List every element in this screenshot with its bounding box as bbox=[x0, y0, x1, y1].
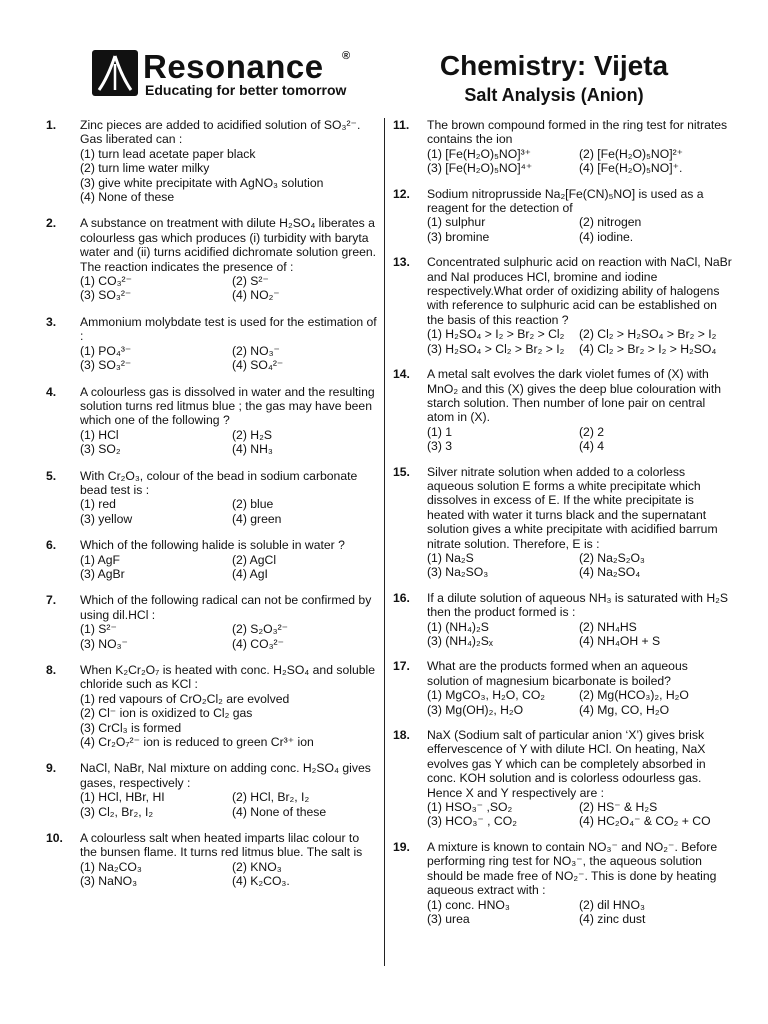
answer-option: (2) HS⁻ & H₂S bbox=[579, 800, 658, 815]
question-text: Ammonium molybdate test is used for the estimation of : bbox=[80, 314, 377, 344]
answer-option: (3) SO₃²⁻ bbox=[80, 288, 132, 303]
answer-option: (4) HC₂O₄⁻ & CO₂ + CO bbox=[579, 814, 711, 829]
answer-option: (4) Mg, CO, H₂O bbox=[579, 702, 670, 717]
answer-option: (2) NO₃⁻ bbox=[232, 343, 280, 358]
answer-option: (4) NH₄OH + S bbox=[579, 634, 661, 648]
answer-option: (2) Mg(HCO₃)₂, H₂O bbox=[579, 688, 689, 703]
question-number: 9. bbox=[46, 761, 57, 776]
answer-option: (2) nitrogen bbox=[579, 215, 642, 230]
answer-option: (3) AgBr bbox=[80, 566, 125, 581]
answer-option: (4) NH₃ bbox=[232, 442, 273, 457]
question-item bbox=[393, 255, 733, 356]
question-text: What are the products formed when an aqueous solution of magnesium bicarbonate is boiled? bbox=[427, 659, 688, 688]
answer-option: (2) H₂S bbox=[232, 427, 272, 442]
answer-option: (4) zinc dust bbox=[579, 911, 646, 926]
answer-option: (1) [Fe(H₂O)₅NO]³⁺ bbox=[427, 146, 532, 161]
answer-options bbox=[80, 860, 378, 889]
question-item bbox=[393, 465, 733, 580]
question-number: 8. bbox=[46, 663, 57, 677]
answer-option: (4) AgI bbox=[232, 566, 268, 581]
question-text: NaCl, NaBr, NaI mixture on adding conc. H₂SO₄ gives gases, respectively : bbox=[80, 761, 371, 790]
answer-option: (2) turn lime water milky bbox=[80, 161, 210, 176]
question-number: 6. bbox=[46, 538, 57, 553]
question-number: 12. bbox=[393, 186, 410, 201]
question-item bbox=[393, 367, 733, 453]
answer-option: (2) Cl⁻ ion is oxidized to Cl₂ gas bbox=[80, 706, 253, 721]
question-item bbox=[46, 216, 378, 302]
answer-option: (3) bromine bbox=[427, 229, 490, 244]
answer-option: (1) HCl bbox=[80, 427, 119, 442]
right-question-column bbox=[393, 118, 733, 937]
question-item bbox=[393, 659, 733, 717]
answer-option: (3) 3 bbox=[427, 439, 453, 454]
answer-option: (3) CrCl₃ is formed bbox=[80, 720, 182, 735]
answer-option: (2) AgCl bbox=[232, 552, 277, 567]
question-item bbox=[46, 663, 378, 749]
question-item bbox=[46, 118, 378, 204]
answer-option: (3) SO₂ bbox=[80, 442, 121, 457]
answer-option: (1) AgF bbox=[80, 552, 120, 567]
answer-option: (2) blue bbox=[232, 497, 274, 512]
resonance-logo-icon bbox=[92, 50, 138, 96]
question-text: With Cr₂O₃, colour of the bead in sodium carbonate bead test is : bbox=[80, 468, 358, 497]
column-divider bbox=[384, 118, 385, 966]
answer-option: (1) Na₂S bbox=[427, 550, 474, 565]
answer-option: (2) Cl₂ > H₂SO₄ > Br₂ > I₂ bbox=[579, 327, 717, 342]
answer-options bbox=[80, 790, 378, 819]
answer-option: (3) SO₃²⁻ bbox=[80, 358, 132, 373]
question-text: A colourless salt when heated imparts lilac colour to the bunsen flame. It turns red litmus blue. The salt is bbox=[80, 831, 363, 860]
page-header bbox=[0, 0, 768, 112]
answer-option: (1) MgCO₃, H₂O, CO₂ bbox=[427, 688, 546, 703]
answer-option: (1) CO₃²⁻ bbox=[80, 274, 133, 289]
answer-option: (1) HCl, HBr, HI bbox=[80, 790, 165, 805]
registered-mark: ® bbox=[342, 50, 351, 62]
answer-option: (3) [Fe(H₂O)₅NO]⁴⁺ bbox=[427, 161, 533, 176]
answer-option: (4) [Fe(H₂O)₅NO]⁺. bbox=[579, 161, 683, 176]
question-number: 18. bbox=[393, 728, 410, 743]
question-item bbox=[46, 469, 378, 527]
answer-options bbox=[427, 620, 733, 649]
answer-option: (1) 1 bbox=[427, 424, 453, 439]
answer-option: (4) CO₃²⁻ bbox=[232, 636, 285, 651]
answer-option: (2) dil HNO₃ bbox=[579, 897, 645, 912]
question-item bbox=[393, 187, 733, 245]
question-number: 10. bbox=[46, 831, 63, 846]
answer-option: (1) sulphur bbox=[427, 215, 486, 230]
answer-option: (4) iodine. bbox=[579, 229, 634, 244]
left-question-column bbox=[46, 118, 378, 901]
question-text: Zinc pieces are added to acidified solution of SO₃²⁻. Gas liberated can : bbox=[80, 118, 361, 147]
answer-option: (3) Mg(OH)₂, H₂O bbox=[427, 702, 524, 717]
answer-option: (3) HCO₃⁻ , CO₂ bbox=[427, 814, 517, 829]
question-number: 7. bbox=[46, 593, 57, 608]
question-item bbox=[46, 315, 378, 373]
question-text: If a dilute solution of aqueous NH₃ is saturated with H₂S then the product formed is : bbox=[427, 590, 728, 620]
answer-option: (3) urea bbox=[427, 911, 470, 926]
answer-options bbox=[80, 344, 378, 373]
answer-option: (4) Cl₂ > Br₂ > I₂ > H₂SO₄ bbox=[579, 341, 717, 356]
question-number: 2. bbox=[46, 216, 57, 231]
answer-option: (4) 4 bbox=[579, 439, 605, 454]
question-number: 1. bbox=[46, 118, 57, 132]
question-item bbox=[46, 831, 378, 889]
question-text: The brown compound formed in the ring test for nitrates contains the ion bbox=[427, 118, 728, 147]
answer-option: (2) [Fe(H₂O)₅NO]²⁺ bbox=[579, 146, 684, 161]
question-text: A mixture is known to contain NO₃⁻ and NO₂⁻. Before performing ring test for NO₃⁻, the aqueous solution should be made free of NO₂⁻. This is done by heating aqueous extract with : bbox=[427, 839, 718, 898]
answer-option: (3) yellow bbox=[80, 511, 133, 526]
answer-options bbox=[80, 497, 378, 526]
answer-option: (1) (NH₄)₂S bbox=[427, 619, 489, 634]
question-item bbox=[393, 591, 733, 649]
question-item bbox=[393, 118, 733, 176]
question-number: 5. bbox=[46, 468, 57, 483]
answer-options bbox=[80, 147, 378, 205]
answer-options bbox=[427, 800, 733, 829]
question-text: A substance on treatment with dilute H₂SO₄ liberates a colourless gas which produces (i) turbidity with baryta water and (ii) turns acidified dichromate solution green. The reaction indicates the presence of : bbox=[80, 216, 377, 274]
question-item bbox=[46, 761, 378, 819]
answer-options bbox=[427, 551, 733, 580]
answer-option: (1) turn lead acetate paper black bbox=[80, 146, 256, 161]
brand-tagline: Educating for better tomorrow bbox=[145, 82, 347, 98]
answer-option: (2) S₂O₃²⁻ bbox=[232, 622, 289, 637]
answer-option: (4) None of these bbox=[232, 804, 327, 819]
answer-option: (3) give white precipitate with AgNO₃ solution bbox=[80, 175, 324, 190]
question-text: Concentrated sulphuric acid on reaction with NaCl, NaBr and NaI produces HCl, bromine and iodine respectively.What order of oxidizing ability of halogens with reference to sulphuric acid can be established on the basis of this reaction ? bbox=[427, 255, 732, 327]
answer-option: (1) H₂SO₄ > I₂ > Br₂ > Cl₂ bbox=[427, 327, 565, 342]
answer-option: (3) NO₃⁻ bbox=[80, 636, 128, 651]
answer-option: (4) green bbox=[232, 511, 282, 526]
question-item bbox=[393, 728, 733, 829]
answer-option: (2) S²⁻ bbox=[232, 274, 269, 289]
answer-option: (4) SO₄²⁻ bbox=[232, 358, 284, 373]
answer-option: (4) K₂CO₃. bbox=[232, 874, 290, 889]
question-item bbox=[46, 593, 378, 651]
answer-option: (3) NaNO₃ bbox=[80, 874, 138, 889]
question-number: 3. bbox=[46, 314, 57, 329]
question-number: 13. bbox=[393, 255, 410, 270]
answer-options bbox=[427, 147, 733, 176]
answer-option: (1) PO₄³⁻ bbox=[80, 343, 132, 358]
question-text: Silver nitrate solution when added to a colorless aqueous solution E forms a white precipitate which dissolves in excess of E. If the white precipitate is heated with water it turns black and the supernatant solution gives a white precipitate with acidified barrum nitrate solution. Therefore, E is : bbox=[427, 464, 718, 551]
question-text: A colourless gas is dissolved in water and the resulting solution turns red litmus blue ; the gas may have been which one of the following ? bbox=[80, 384, 375, 428]
answer-option: (4) None of these bbox=[80, 190, 175, 205]
answer-options bbox=[427, 425, 733, 454]
answer-option: (4) NO₂⁻ bbox=[232, 288, 280, 303]
question-text: NaX (Sodium salt of particular anion ‘X’) gives brisk effervescence of Y with dilute HCl. On heating, NaX evolves gas Y which can be completely absorbed in conc. KOH solution and is colorless odourless gas. Hence X and Y respectively are : bbox=[427, 728, 706, 800]
answer-option: (1) conc. HNO₃ bbox=[427, 897, 510, 912]
answer-options bbox=[427, 215, 733, 244]
answer-options bbox=[427, 327, 733, 356]
question-number: 17. bbox=[393, 659, 410, 674]
answer-options bbox=[427, 688, 733, 717]
page-subtitle: Salt Analysis (Anion) bbox=[464, 85, 644, 105]
answer-option: (1) S²⁻ bbox=[80, 622, 117, 637]
answer-option: (3) (NH₄)₂Sₓ bbox=[427, 634, 493, 648]
answer-option: (2) Na₂S₂O₃ bbox=[579, 550, 645, 565]
answer-option: (2) KNO₃ bbox=[232, 859, 282, 874]
question-number: 11. bbox=[393, 118, 410, 132]
answer-options bbox=[80, 274, 378, 303]
question-text: Which of the following radical can not be confirmed by using dil.HCl : bbox=[80, 593, 372, 622]
answer-options bbox=[80, 428, 378, 457]
answer-option: (3) H₂SO₄ > Cl₂ > Br₂ > I₂ bbox=[427, 341, 565, 356]
question-text: When K₂Cr₂O₇ is heated with conc. H₂SO₄ and soluble chloride such as KCl : bbox=[80, 663, 375, 692]
question-text: Which of the following halide is soluble in water ? bbox=[80, 538, 345, 553]
question-item bbox=[393, 840, 733, 926]
answer-option: (3) Cl₂, Br₂, I₂ bbox=[80, 804, 154, 819]
question-item bbox=[46, 385, 378, 457]
answer-option: (1) HSO₃⁻ ,SO₂ bbox=[427, 800, 513, 815]
answer-options bbox=[80, 692, 378, 750]
answer-options bbox=[80, 622, 378, 651]
answer-option: (4) Cr₂O₇²⁻ ion is reduced to green Cr³⁺ ion bbox=[80, 735, 314, 750]
answer-option: (1) red vapours of CrO₂Cl₂ are evolved bbox=[80, 691, 290, 706]
answer-option: (4) Na₂SO₄ bbox=[579, 565, 641, 580]
answer-option: (2) NH₄HS bbox=[579, 619, 637, 634]
question-number: 4. bbox=[46, 384, 57, 399]
answer-option: (1) Na₂CO₃ bbox=[80, 859, 142, 874]
answer-option: (3) Na₂SO₃ bbox=[427, 565, 489, 580]
question-number: 19. bbox=[393, 839, 410, 854]
question-text: Sodium nitroprusside Na₂[Fe(CN)₅NO] is used as a reagent for the detection of bbox=[427, 186, 704, 216]
question-number: 14. bbox=[393, 367, 410, 382]
question-number: 15. bbox=[393, 464, 410, 479]
question-item bbox=[46, 538, 378, 581]
answer-options bbox=[80, 553, 378, 582]
answer-option: (2) HCl, Br₂, I₂ bbox=[232, 790, 310, 805]
page-title: Chemistry: Vijeta bbox=[439, 50, 669, 81]
brand-name: Resonance bbox=[143, 48, 324, 85]
answer-option: (2) 2 bbox=[579, 424, 605, 439]
answer-options bbox=[427, 898, 733, 927]
question-text: A metal salt evolves the dark violet fumes of (X) with MnO₂ and this (X) gives the deep blue colouration with starch solution. Then number of lone pair on central atom in (X). bbox=[427, 367, 722, 425]
question-number: 16. bbox=[393, 590, 410, 605]
answer-option: (1) red bbox=[80, 497, 116, 512]
